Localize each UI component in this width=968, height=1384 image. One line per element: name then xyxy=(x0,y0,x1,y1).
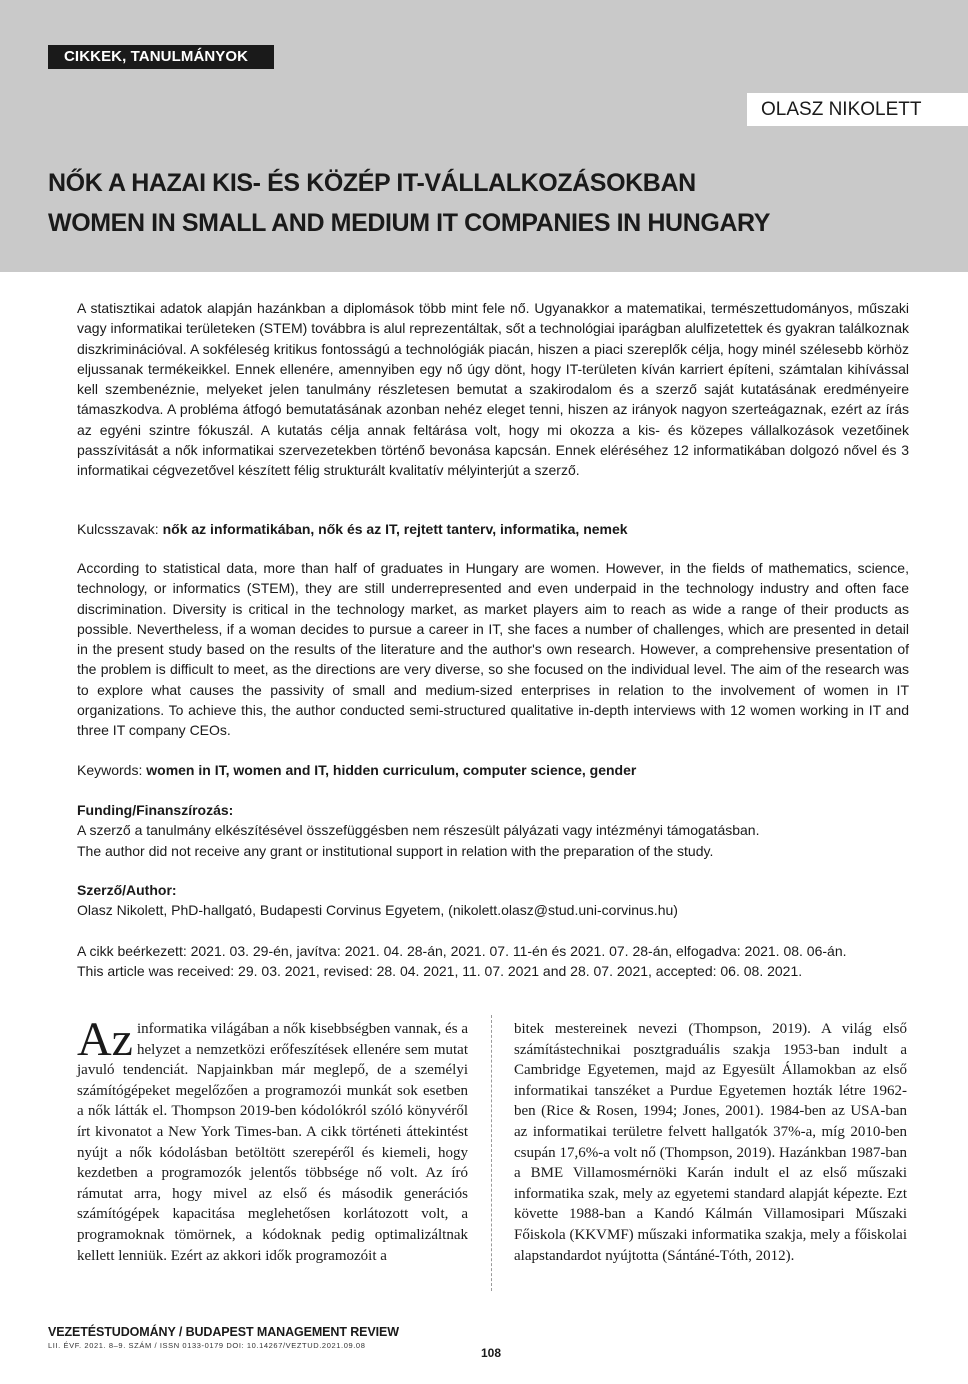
body-column-2: bitek mestereinek nevezi (Thompson, 2019). A világ első számítástechnikai posztgraduális szakja 1953-ban indult a Cambridge Egyetemen, majd az Egyesült Államokban az első informatikai tanszéket a Purdue Egyetemen hozták létre 1962-ben (Rice & Rosen, 1994; Jones, 2001). 1984-ben az USA-ban az informatikai területre felvett hallgatók 37%-a, míg 2010-ben csupán 17,6%-a volt nő (Thompson, 2019). Hazánkban 1987-ban a BME Villamosmérnöki Karán indult el az első műszaki informatika szak, mely az egyetemi standard alapját képezte. Ezt követte 1988-ban a Kandó Kálmán Villamosipari Műszaki Főiskola (KKVMF) műszaki informatika szakja, mely a főiskolai alapstandardot nyújtotta (Sántáné-Tóth, 2012). xyxy=(514,1021,907,1264)
dates-section xyxy=(77,941,909,982)
abstract-hungarian: A statisztikai adatok alapján hazánkban a diplomások több mint fele nő. Ugyanakkor a matematikai, természettudományos, műszaki vagy informatikai területeken (STEM) továbbra is alul reprezentáltak, sőt a technológiai iparágban alulfizetettek és gyakran találkoznak diszkriminációval. A sokféleség kritikus fontosságú a technológiák piacán, hiszen a piaci szereplők célja, hogy minél szélesebb körhöz eljussanak termékeikkel. Ennek ellenére, amennyiben egy nő úgy dönt, hogy IT-területen kíván karriert építeni, számtalan kihívással kell szembenéznie, melyeket jelen tanulmány részletesen bemutat a szakirodalom és a szerző saját kutatásának eredményeire támaszkodva. A probléma átfogó bemutatásának azonban nehéz eleget tenni, hiszen az irányok nagyon szerteágaznak, ezért az írás az egyéni szintre fókuszál. A kutatás célja annak feltárása volt, hogy mi okozza a kis- és közepes vállalkozások vezetőinek passzívitását a nők informatikai szervezetekben történő bevonása kapcsán. Ennek eléréséhez 12 informatikában dolgozó nővel és 3 informatikai cégvezetővel készített félig strukturált kvalitatív mélyinterjút a szerző. xyxy=(77,300,909,479)
body-column-1-text: informatika világában a nők kisebbségben vannak, és a helyzet a nemzetközi erőfeszítések ellenére sem mutat javuló tendenciát. Napjainkban már meglepő, de a személyi számítógépeket megelőzően a programozói munkát sok esetben a nők látták el. Thompson 2019-ben kódolókról szóló könyvéről írt kivonatot a New York Times-ban. A cikk történeti áttekintést nyújt a nők kódolásban betöltött szerepéről és kiemeli, hogy kezdetben a programozók jelentős többsége nő volt. Az író rámutat arra, hogy mivel az első és második generációs számítógépek kapacitása meglehetősen korlátozott volt, a programoknak tömörnek, a kódoknak pedig optimalizáltnak kellett lenniük. Ezért az akkori idők programozóit a xyxy=(77,1021,468,1264)
funding-line-english: The author did not receive any grant or institutional support in relation with the preparation of the study. xyxy=(77,842,714,859)
funding-section xyxy=(77,800,909,861)
dates-english: This article was received: 29. 03. 2021, revised: 28. 04. 2021, 11. 07. 2021 and 28. 07. 2021, accepted: 06. 08. 2021. xyxy=(77,963,803,980)
author-heading: Szerző/Author: xyxy=(77,882,177,898)
title-hungarian: NŐK A HAZAI KIS- ÉS KÖZÉP IT-VÁLLALKOZÁSOKBAN xyxy=(48,169,696,197)
footer-journal-name: VEZETÉSTUDOMÁNY / BUDAPEST MANAGEMENT REVIEW xyxy=(48,1325,399,1339)
page-number: 108 xyxy=(480,1346,502,1360)
author-section xyxy=(77,880,909,921)
funding-line-hungarian: A szerző a tanulmány elkészítésével összefüggésben nem részesült pályázati vagy intézményi támogatásban. xyxy=(77,822,760,839)
keywords-hungarian-value: nők az informatikában, nők és az IT, rejtett tanterv, informatika, nemek xyxy=(162,521,628,537)
keywords-hungarian xyxy=(77,519,909,539)
keywords-english-label: Keywords: xyxy=(77,762,143,778)
title-english: WOMEN IN SMALL AND MEDIUM IT COMPANIES IN HUNGARY xyxy=(48,209,771,237)
drop-cap: Az xyxy=(77,1013,133,1066)
keywords-english xyxy=(77,760,909,780)
author-name-box: OLASZ NIKOLETT xyxy=(747,93,968,126)
column-divider xyxy=(491,1015,492,1291)
author-affiliation: Olasz Nikolett, PhD-hallgató, Budapesti Corvinus Egyetem, (nikolett.olasz@stud.uni-corvinus.hu) xyxy=(77,902,678,919)
keywords-hungarian-label: Kulcsszavak: xyxy=(77,521,159,537)
keywords-english-value: women in IT, women and IT, hidden curriculum, computer science, gender xyxy=(146,762,637,778)
section-label: CIKKEK, TANULMÁNYOK xyxy=(48,45,274,69)
dates-hungarian: A cikk beérkezett: 2021. 03. 29-én, javítva: 2021. 04. 28-án, 2021. 07. 11-én és 2021. 07. 28-án, elfogadva: 2021. 08. 06-án. xyxy=(77,943,847,959)
article-title xyxy=(48,163,928,243)
body-column-1 xyxy=(77,1013,468,1266)
abstract-english: According to statistical data, more than half of graduates in Hungary are women. However, in the fields of mathematics, science, technology, or informatics (STEM), they are still underrepresented and even underpaid in the technology industry and often face discrimination. Diversity is critical in the technology market, as market players aim to reach as wide a range of their products as possible. Nevertheless, if a woman decides to pursue a career in IT, she faces a number of challenges, which are presented in detail in the present study based on the results of the literature and the author's own research. However, a comprehensive presentation of the problem is difficult to meet, as the directions are very diverse, so she focused on the individual level. The aim of the research was to explore what causes the passivity of small and medium-sized enterprises in relation to the involvement of women in IT organizations. To achieve this, the author conducted semi-structured qualitative in-depth interviews with 12 women working in IT and three IT company CEOs. xyxy=(77,560,909,739)
funding-heading: Funding/Finanszírozás: xyxy=(77,802,234,818)
footer-issue-info: LII. ÉVF. 2021. 8–9. SZÁM / ISSN 0133-0179 DOI: 10.14267/VEZTUD.2021.09.08 xyxy=(48,1341,366,1350)
